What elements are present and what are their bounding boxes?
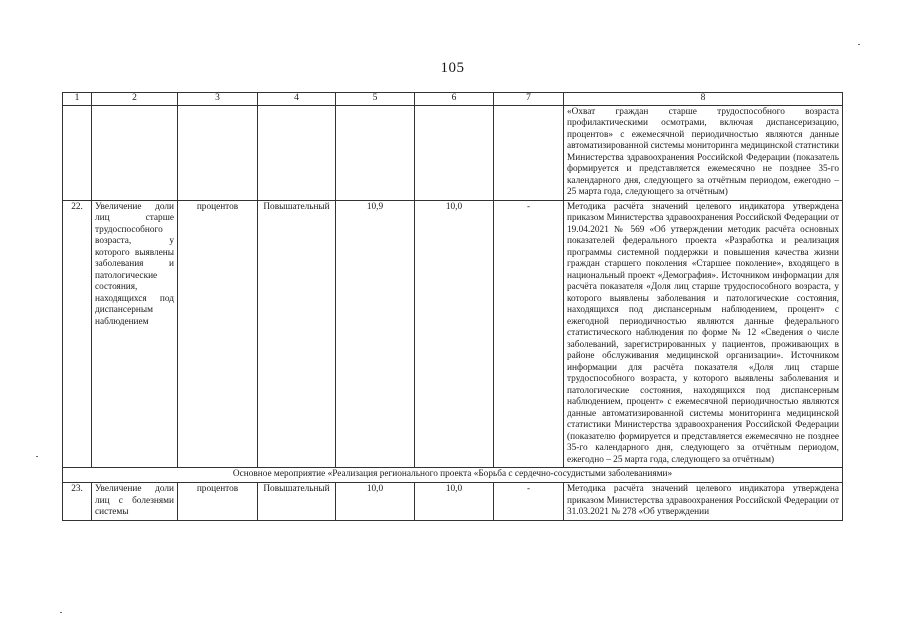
table-row-22 (63, 200, 843, 468)
indicator-type: Повышательный (258, 200, 336, 468)
scan-speck (36, 456, 38, 457)
value-col6: 10,0 (415, 483, 494, 521)
scan-speck (60, 612, 62, 613)
methodology-text: Методика расчёта значений целевого индикатора утверждена приказом Министерства здравоохранения Российской Федерации от 19.04.2021 № 569 «Об утверждении методик расчёта основных показателей федерального проекта «Разработка и реализация программы системной поддержки и повышения качества жизни граждан старшего поколения «Старшее поколение», входящего в национальный проект «Демография». Источником информации для расчёта показателя «Доля лиц старше трудоспособного возраста, у которого выявлены заболевания и патологические состояния, находящихся под диспансерным наблюдением, процент» с ежегодной периодичностью являются данные федерального статистического наблюдения по форме № 12 «Сведения о числе заболеваний, зарегистрированных у пациентов, проживающих в районе обслуживания медицинской организации». Источником информации для расчёта показателя «Доля лиц старше трудоспособного возраста, у которого выявлены заболевания и патологические состояния, находящихся под диспансерным наблюдением, процент» с ежемесячной периодичностью являются данные автоматизированной системы мониторинга медицинской статистики Министерства здравоохранения Российской Федерации (показателю формируется и представляется ежемесячно не позднее 35-го календарного дня, следующего за отчётным периодом, ежегодно – 25 марта года, следующего за отчётным) (564, 200, 843, 468)
value-col7: - (494, 200, 564, 468)
value-col6: 10,0 (415, 200, 494, 468)
unit-of-measure: процентов (178, 483, 258, 521)
header-cell-8: 8 (564, 93, 843, 106)
table-row-23 (63, 483, 843, 521)
cell-empty (178, 105, 258, 200)
header-cell-6: 6 (415, 93, 494, 106)
header-cell-3: 3 (178, 93, 258, 106)
row-number: 22. (63, 200, 92, 468)
methodology-text: Методика расчёта значений целевого индикатора утверждена приказом Министерства здравоохранения Российской Федерации от 31.03.2021 № 278 «Об утверждении (564, 483, 843, 521)
value-col5: 10,0 (336, 483, 415, 521)
table-row-continuation (63, 105, 843, 200)
table-header-row (63, 93, 843, 106)
cell-empty (336, 105, 415, 200)
cell-empty (258, 105, 336, 200)
row-number: 23. (63, 483, 92, 521)
page-number: 105 (440, 60, 465, 76)
header-cell-1: 1 (63, 93, 92, 106)
cell-empty (415, 105, 494, 200)
header-cell-4: 4 (258, 93, 336, 106)
cell-empty (92, 105, 178, 200)
value-col7: - (494, 483, 564, 521)
cell-empty (494, 105, 564, 200)
indicator-name: Увеличение доли лиц старше трудоспособного возраста, у которого выявлены заболевания и патологические состояния, находящихся под диспансерным наблюдением (92, 200, 178, 468)
cell-empty (63, 105, 92, 200)
header-cell-5: 5 (336, 93, 415, 106)
value-col5: 10,9 (336, 200, 415, 468)
header-cell-2: 2 (92, 93, 178, 106)
indicator-name: Увеличение доли лиц с болезнями системы (92, 483, 178, 521)
indicator-type: Повышательный (258, 483, 336, 521)
header-cell-7: 7 (494, 93, 564, 106)
indicators-table (62, 92, 843, 521)
unit-of-measure: процентов (178, 200, 258, 468)
methodology-text: «Охват граждан старше трудоспособного возраста профилактическими осмотрами, включая диспансеризацию, процентов» с ежемесячной периодичностью являются данные автоматизированной системы мониторинга медицинской статистики Министерства здравоохранения Российской Федерации (показатель формируется и представляется ежемесячно не позднее 35-го календарного дня, следующего за отчётным периодом, ежегодно – 25 марта года, следующего за отчётным) (564, 105, 843, 200)
section-row (63, 468, 843, 483)
section-title: Основное мероприятие «Реализация регионального проекта «Борьба с сердечно-сосудистыми заболеваниями» (63, 468, 843, 483)
scan-speck (858, 44, 860, 45)
